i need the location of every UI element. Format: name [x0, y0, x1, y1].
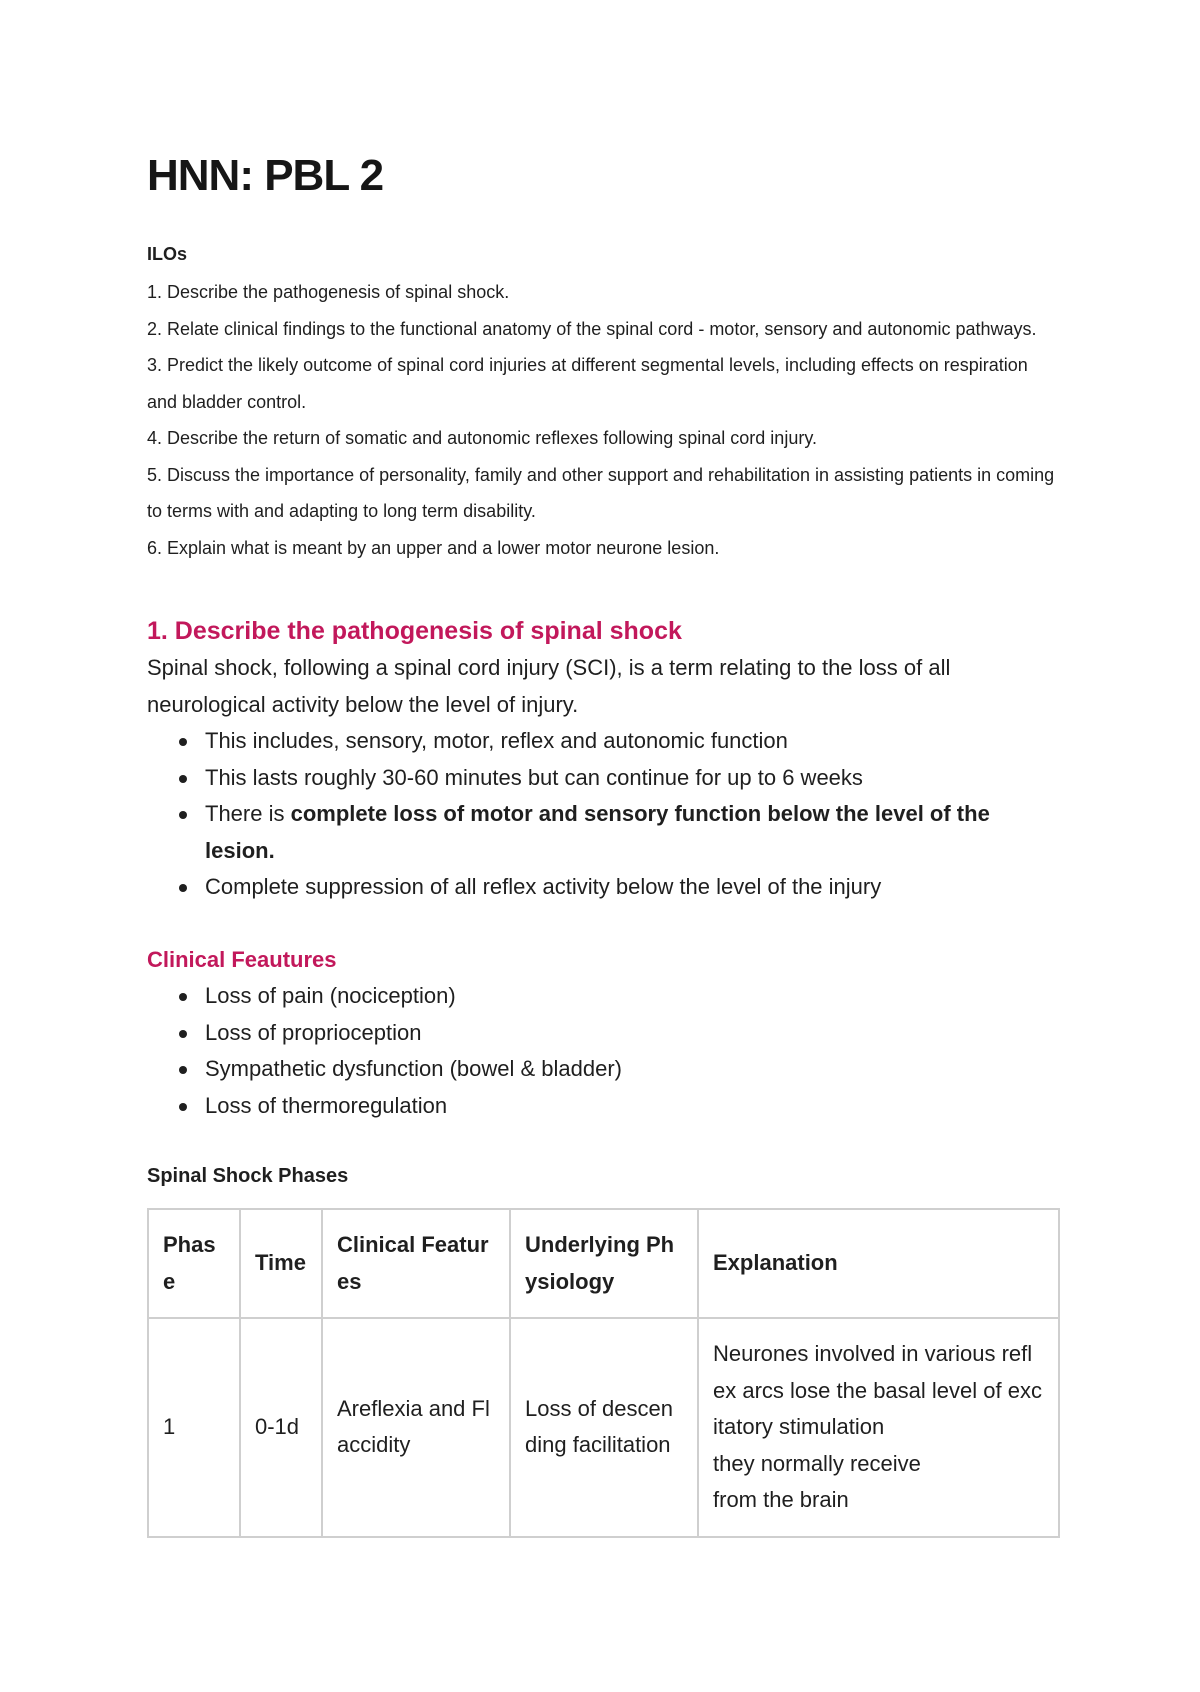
ilo-item: 3. Predict the likely outcome of spinal cord injuries at different segmental levels, including effects on respiration and bladder control.: [147, 355, 1028, 412]
cell-underlying-physiology: Loss of descending facilitation: [510, 1318, 698, 1537]
section-heading-spinal-shock: 1. Describe the pathogenesis of spinal shock: [147, 617, 682, 645]
bullet-item: This includes, sensory, motor, reflex and autonomic function: [205, 723, 1062, 760]
cell-clinical-features: Areflexia and Flaccidity: [322, 1318, 510, 1537]
column-header-time: Time: [240, 1209, 322, 1318]
table-header-row: [148, 1209, 1059, 1318]
ilos-section: [147, 240, 1062, 566]
ilo-item: 5. Discuss the importance of personality, family and other support and rehabilitation in assisting patients in coming to terms with and adapting to long term disability.: [147, 464, 1055, 521]
spinal-shock-intro: Spinal shock, following a spinal cord injury (SCI), is a term relating to the loss of all neurological activity below the level of injury.: [147, 655, 951, 717]
column-header-phase: Phase: [148, 1209, 240, 1318]
bullet-bold-text: complete loss of motor and sensory function below the level of the lesion.: [205, 801, 990, 863]
bullet-text: There is: [205, 801, 291, 826]
bullet-item: Loss of pain (nociception): [205, 978, 1062, 1015]
cell-explanation: [698, 1318, 1059, 1537]
ilos-heading: ILOs: [147, 244, 188, 264]
page-title: HNN: PBL 2: [147, 151, 384, 200]
bullet-item: This lasts roughly 30-60 minutes but can continue for up to 6 weeks: [205, 760, 1062, 797]
cell-time: 0-1d: [240, 1318, 322, 1537]
clinical-features-list: [147, 978, 1062, 1124]
phases-table-heading: Spinal Shock Phases: [147, 1165, 349, 1187]
explanation-line: they normally receive: [713, 1450, 921, 1476]
cell-phase: 1: [148, 1318, 240, 1537]
bullet-item: Loss of proprioception: [205, 1015, 1062, 1052]
phases-table: [147, 1208, 1060, 1538]
document-page: [147, 150, 1062, 1538]
explanation-line: Neurones involved in various reflex arcs lose the basal level of excitatory stimulation: [713, 1341, 1042, 1439]
bullet-item: Loss of thermoregulation: [205, 1088, 1062, 1125]
bullet-item: Sympathetic dysfunction (bowel & bladder): [205, 1051, 1062, 1088]
explanation-line: from the brain: [713, 1487, 849, 1512]
column-header-underlying-physiology: Underlying Physiology: [510, 1209, 698, 1318]
ilo-item: 1. Describe the pathogenesis of spinal shock.: [147, 282, 510, 302]
bullet-item: [205, 796, 1062, 869]
bullet-item: Complete suppression of all reflex activity below the level of the injury: [205, 869, 1062, 906]
spinal-shock-bullets: [147, 723, 1062, 906]
ilos-list: [147, 274, 1062, 566]
column-header-explanation: Explanation: [698, 1209, 1059, 1318]
clinical-features-heading: Clinical Feautures: [147, 946, 337, 972]
column-header-clinical-features: Clinical Features: [322, 1209, 510, 1318]
ilo-item: 2. Relate clinical findings to the functional anatomy of the spinal cord - motor, sensory and autonomic pathways.: [147, 318, 1037, 339]
ilo-item: 6. Explain what is meant by an upper and a lower motor neurone lesion.: [147, 537, 720, 558]
table-row: [148, 1318, 1059, 1537]
ilo-item: 4. Describe the return of somatic and autonomic reflexes following spinal cord injury.: [147, 428, 817, 448]
